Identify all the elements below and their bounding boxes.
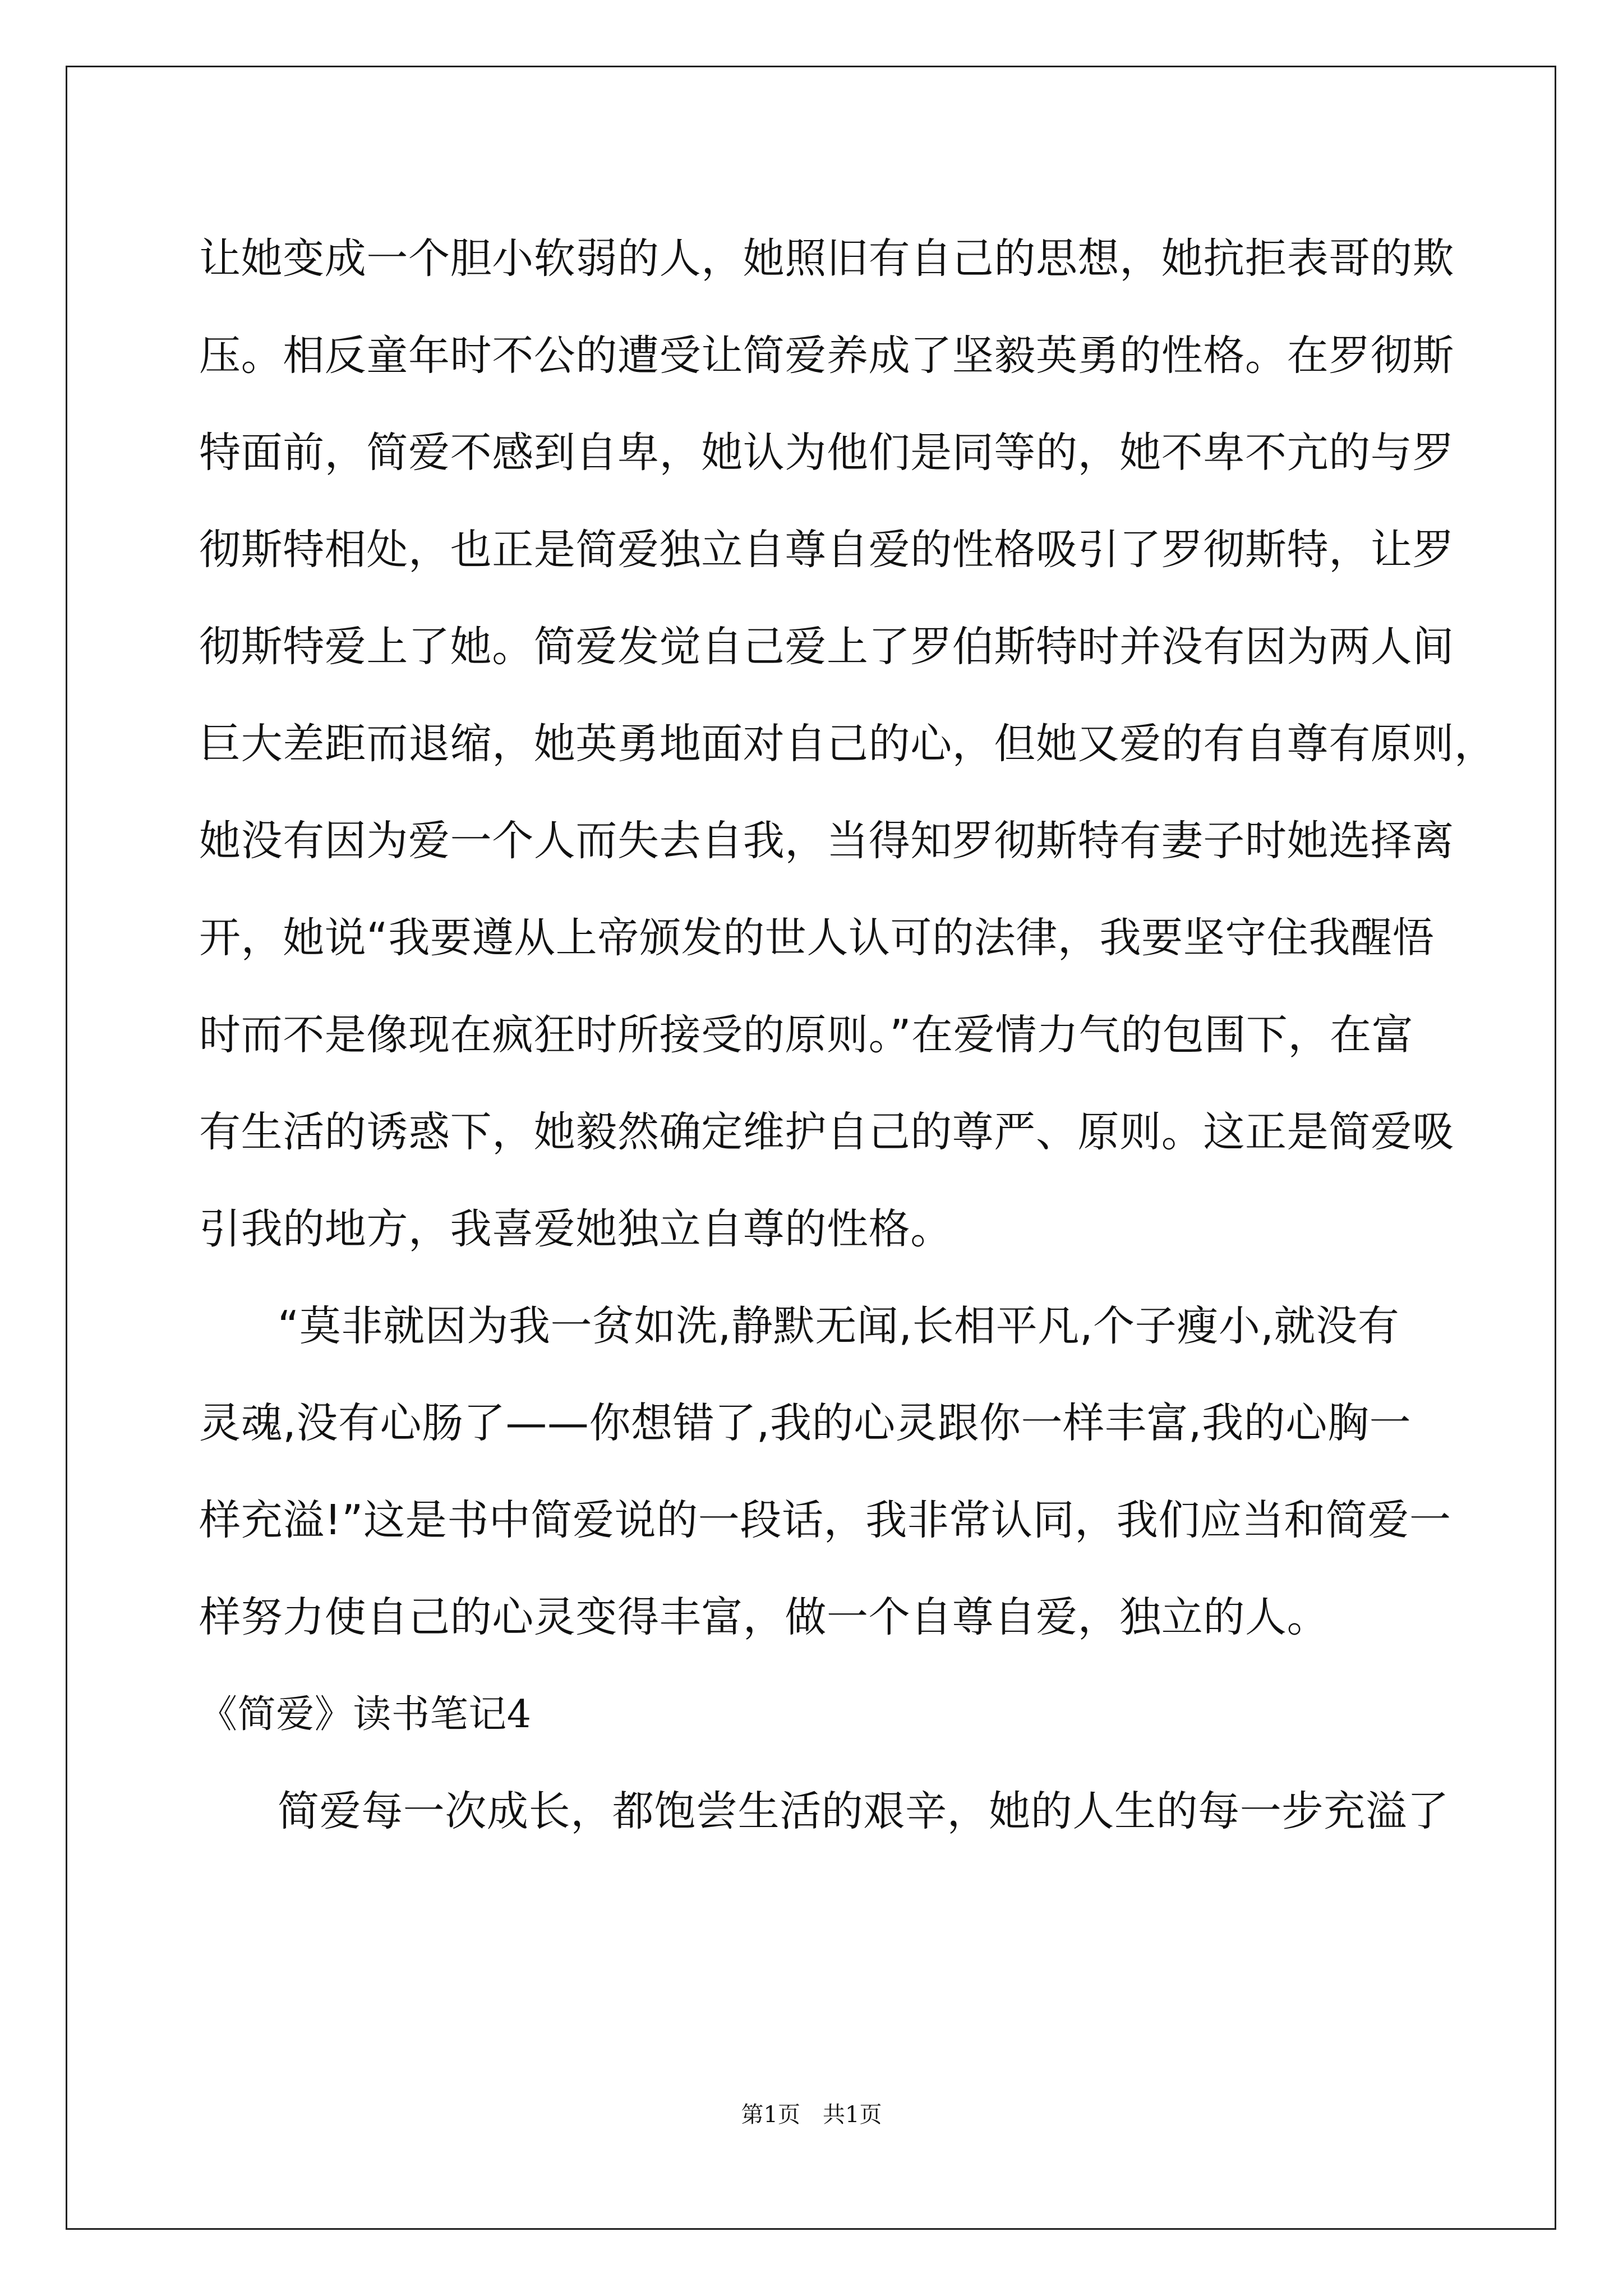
text-line: 有生活的诱惑下，她毅然确定维护自己的尊严、原则。这正是简爱吸 bbox=[199, 1108, 1454, 1156]
text-line: 压。相反童年时不公的遭受让简爱养成了坚毅英勇的性格。在罗彻斯 bbox=[199, 332, 1454, 380]
text-line: 特面前，简爱不感到自卑，她认为他们是同等的，她不卑不亢的与罗 bbox=[199, 429, 1454, 477]
text-line: 样充溢!”这是书中简爱说的一段话，我非常认同，我们应当和简爱一 bbox=[199, 1496, 1451, 1544]
text-line: 彻斯特相处，也正是简爱独立自尊自爱的性格吸引了罗彻斯特，让罗 bbox=[199, 526, 1454, 574]
text-line: 彻斯特爱上了她。简爱发觉自己爱上了罗伯斯特时并没有因为两人间 bbox=[199, 623, 1454, 671]
text-line: 引我的地方，我喜爱她独立自尊的性格。 bbox=[199, 1205, 952, 1253]
text-line: 她没有因为爱一个人而失去自我，当得知罗彻斯特有妻子时她选择离 bbox=[199, 817, 1454, 865]
document-body bbox=[199, 210, 1496, 1860]
text-line-indented: 简爱每一次成长，都饱尝生活的艰辛，她的人生的每一步充溢了 bbox=[278, 1787, 1449, 1835]
page-footer: 第1页 共1页 bbox=[741, 2102, 882, 2128]
text-line: 灵魂,没有心肠了——你想错了,我的心灵跟你一样丰富,我的心胸一 bbox=[199, 1399, 1412, 1447]
text-line: 开，她说“我要遵从上帝颁发的世人认可的法律，我要坚守住我醒悟 bbox=[199, 914, 1435, 962]
text-line: 样努力使自己的心灵变得丰富，做一个自尊自爱，独立的人。 bbox=[199, 1593, 1329, 1641]
text-line: 巨大差距而退缩，她英勇地面对自己的心，但她又爱的有自尊有原则， bbox=[199, 720, 1496, 768]
text-line: 时而不是像现在疯狂时所接受的原则。”在爱情力气的包围下，在富 bbox=[199, 1011, 1414, 1059]
section-title: 《简爱》读书笔记4 bbox=[199, 1692, 532, 1737]
text-line: 让她变成一个胆小软弱的人，她照旧有自己的思想，她抗拒表哥的欺 bbox=[199, 234, 1454, 283]
text-line-indented: “莫非就因为我一贫如洗,静默无闻,长相平凡,个子瘦小,就没有 bbox=[278, 1302, 1400, 1350]
